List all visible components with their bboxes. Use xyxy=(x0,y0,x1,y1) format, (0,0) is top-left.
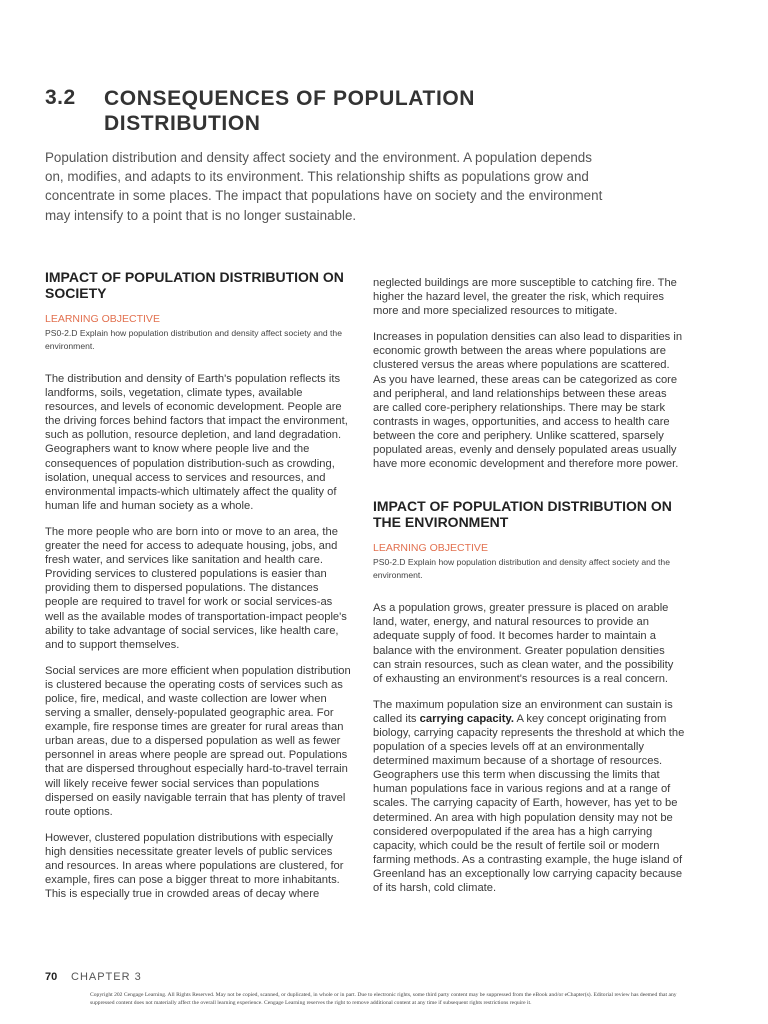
key-term: carrying capacity. xyxy=(419,712,514,725)
left-column xyxy=(45,270,353,901)
paragraph: neglected buildings are more susceptible to catching fire. The higher the hazard level, the greater the risk, which requires more and more specialized resources to mitigate. xyxy=(373,277,677,318)
paragraph: The more people who are born into or move to an area, the greater the need for access to adequate housing, jobs, and fresh water, and services like sanitation and health care. xyxy=(45,525,338,567)
paragraph: However, clustered population distributions with especially high densities necessitate greater levels of public services and resources. In areas where populations are clustered, for example, fires can pose a bigger threat to more inhabitants. This is especially true in crowded areas of decay where xyxy=(45,831,344,901)
paragraph: Social services are more efficient when population distribution is clustered because the operating costs of services such as police, fire, medical, and waste collection are lower when serving a smaller, densely-populated geographic area. For example, fire response times are greater for rural areas than urban areas, due to a dispersed population as well as fewer personnel in areas where people are spread out. Populations that are dispersed throughout especially hard-to-travel terrain will likely receive fewer social services than populations dispersed on easily navigable terrain that has plenty of travel route options. xyxy=(45,664,351,818)
society-heading: IMPACT OF POPULATION DISTRIBUTION ON SOCIETY xyxy=(45,269,344,301)
chapter-label: CHAPTER 3 xyxy=(71,971,142,983)
page-number: 70 xyxy=(45,971,58,983)
paragraph: As a population grows, greater pressure is placed on arable land, water, energy, and natural resources to provide an adequate supply of food. It becomes harder to maintain a balance with the environment. Greater population densities can strain resources, such as clean water, and the possibility of exhausting an environment's resources is a real concern. xyxy=(373,602,674,685)
learning-objective-label: LEARNING OBJECTIVE xyxy=(45,313,160,325)
paragraph xyxy=(373,698,685,895)
paragraph-text: A key concept originating from biology, carrying capacity represents the threshold at which the population of a species levels off at an environmentally determined maximum because of a shortage of resources. Geographers use this term when discussing the limits that human populations face in various regions and at a range of scales. The carrying capacity of Earth, however, has yet to be determined. An area with high population density may not be considered overpopulated if the area has a high carrying capacity, which could be the result of fertile soil or modern farming methods. As a contrasting example, the huge island of Greenland has an exceptionally low carrying capacity because of its harsh, cold climate. xyxy=(373,712,685,894)
learning-objective-label: LEARNING OBJECTIVE xyxy=(373,542,488,555)
paragraph: The distribution and density of Earth's population reflects its landforms, soils, vegetation, climate types, available resources, and levels of economic development. People are the driving forces behind factors that impact the environment, such as pollution, resource depletion, and land degradation. Geographers want to know where people live and the consequences of population distribution-such as crowding, isolation, unequal access to services and resources, and environmental impacts-which ultimately affect the quality of human life and human society as a whole. xyxy=(45,373,348,512)
right-column xyxy=(373,276,685,895)
copyright-notice: Copyright 202 Cengage Learning. All Rights Reserved. May not be copied, scanned, or duplicated, in whole or in part. Due to electronic rights, some third party content may be suppressed from the eBook and/or eChapter(s). Editorial review has deemed that any suppressed content does not materially affect the overall learning experience. Cengage Learning reserves the right to remove additional content at any time if subsequent rights restrictions require it. xyxy=(90,992,677,1006)
paragraph-text: The maximum population size an environment can sustain is called its xyxy=(373,698,673,725)
section-number: 3.2 xyxy=(45,86,76,109)
environment-heading: IMPACT OF POPULATION DISTRIBUTION ON THE ENVIRONMENT xyxy=(373,498,672,530)
paragraph: Providing services to clustered populations is easier than providing them to dispersed populations. The distances people are required to travel for work or social services-as well as the available modes of transportation-impact people's ability to take advantage of social services, like health care, and to support themselves. xyxy=(45,568,347,651)
learning-objective-text: PS0-2.D Explain how population distribution and density affect society and the environment. xyxy=(45,328,342,351)
section-title: CONSEQUENCES OF POPULATION DISTRIBUTION xyxy=(104,87,476,135)
intro-paragraph: Population distribution and density affect society and the environment. A population depends on, modifies, and adapts to its environment. This relationship shifts as populations grow and concentrate in some places. The impact that populations have on society and the environment may intensify to a point that is no longer sustainable. xyxy=(45,150,603,223)
learning-objective-text: PS0-2.D Explain how population distribution and density affect society and the environment. xyxy=(373,557,670,580)
paragraph: Increases in population densities can also lead to disparities in economic growth between the areas where populations are clustered versus the areas where populations are scattered. As you have learned, these areas can be categorized as core and peripheral, and land relationships between these areas are called core-periphery relationships. There may be stark contrasts in wages, opportunities, and access to health care between the core and periphery. Unlike scattered, sparsely populated areas, evenly and densely populated areas usually have more economic development and therefore more power. xyxy=(373,331,683,471)
